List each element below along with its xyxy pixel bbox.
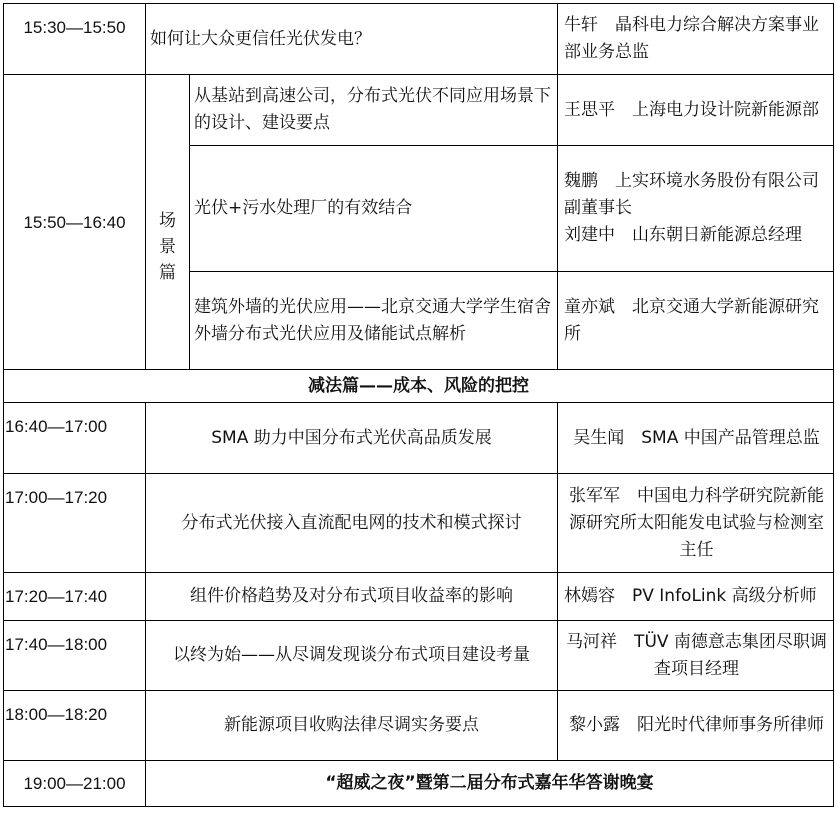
speaker-cell: 王思平 上海电力设计院新能源部 xyxy=(558,75,834,146)
speaker-cell: 黎小露 阳光时代律师事务所律师 xyxy=(558,691,834,761)
topic-cell: 从基站到高速公司，分布式光伏不同应用场景下的设计、建设要点 xyxy=(190,75,558,146)
table-row xyxy=(4,691,834,761)
table-row xyxy=(4,621,834,691)
time-cell: 17:00—17:20 xyxy=(4,474,146,573)
topic-cell: 光伏+污水处理厂的有效结合 xyxy=(190,146,558,272)
table-row xyxy=(4,761,834,807)
agenda-table xyxy=(3,3,834,807)
table-row xyxy=(4,370,834,403)
speaker-cell: 吴生闻 SMA 中国产品管理总监 xyxy=(558,403,834,474)
topic-cell: 如何让大众更信任光伏发电？ xyxy=(146,4,558,75)
speaker-cell: 牛轩 晶科电力综合解决方案事业部业务总监 xyxy=(558,4,834,75)
section-label xyxy=(146,75,190,370)
speaker-cell: 童亦斌 北京交通大学新能源研究所 xyxy=(558,272,834,370)
speaker-cell: 林嫣容 PV InfoLink 高级分析师 xyxy=(558,573,834,621)
section-banner: 减法篇——成本、风险的把控 xyxy=(4,370,834,403)
time-cell: 19:00—21:00 xyxy=(4,761,146,807)
time-cell: 17:20—17:40 xyxy=(4,573,146,621)
speaker-cell: 马河祥 TÜV 南德意志集团尽职调查项目经理 xyxy=(558,621,834,691)
time-cell: 17:40—18:00 xyxy=(4,621,146,691)
time-cell: 16:40—17:00 xyxy=(4,403,146,474)
speaker-line: 刘建中 山东朝日新能源总经理 xyxy=(564,225,802,245)
topic-cell: “超威之夜”暨第二届分布式嘉年华答谢晚宴 xyxy=(146,761,834,807)
table-row xyxy=(4,474,834,573)
speaker-line: 魏鹏 上实环境水务股份有限公司副董事长 xyxy=(564,171,819,218)
speaker-cell: 张军军 中国电力科学研究院新能源研究所太阳能发电试验与检测室主任 xyxy=(558,474,834,573)
section-label-text: 场景篇 xyxy=(159,210,176,283)
topic-cell: 以终为始——从尽调发现谈分布式项目建设考量 xyxy=(146,621,558,691)
topic-cell: 分布式光伏接入直流配电网的技术和模式探讨 xyxy=(146,474,558,573)
table-row xyxy=(4,75,834,146)
table-row xyxy=(4,403,834,474)
time-cell: 15:30—15:50 xyxy=(4,4,146,75)
topic-cell: 组件价格趋势及对分布式项目收益率的影响 xyxy=(146,573,558,621)
speaker-cell xyxy=(558,146,834,272)
time-cell: 18:00—18:20 xyxy=(4,691,146,761)
topic-cell: SMA 助力中国分布式光伏高品质发展 xyxy=(146,403,558,474)
table-row xyxy=(4,4,834,75)
table-row xyxy=(4,573,834,621)
topic-cell: 新能源项目收购法律尽调实务要点 xyxy=(146,691,558,761)
time-cell: 15:50—16:40 xyxy=(4,75,146,370)
topic-cell: 建筑外墙的光伏应用——北京交通大学学生宿舍外墙分布式光伏应用及储能试点解析 xyxy=(190,272,558,370)
